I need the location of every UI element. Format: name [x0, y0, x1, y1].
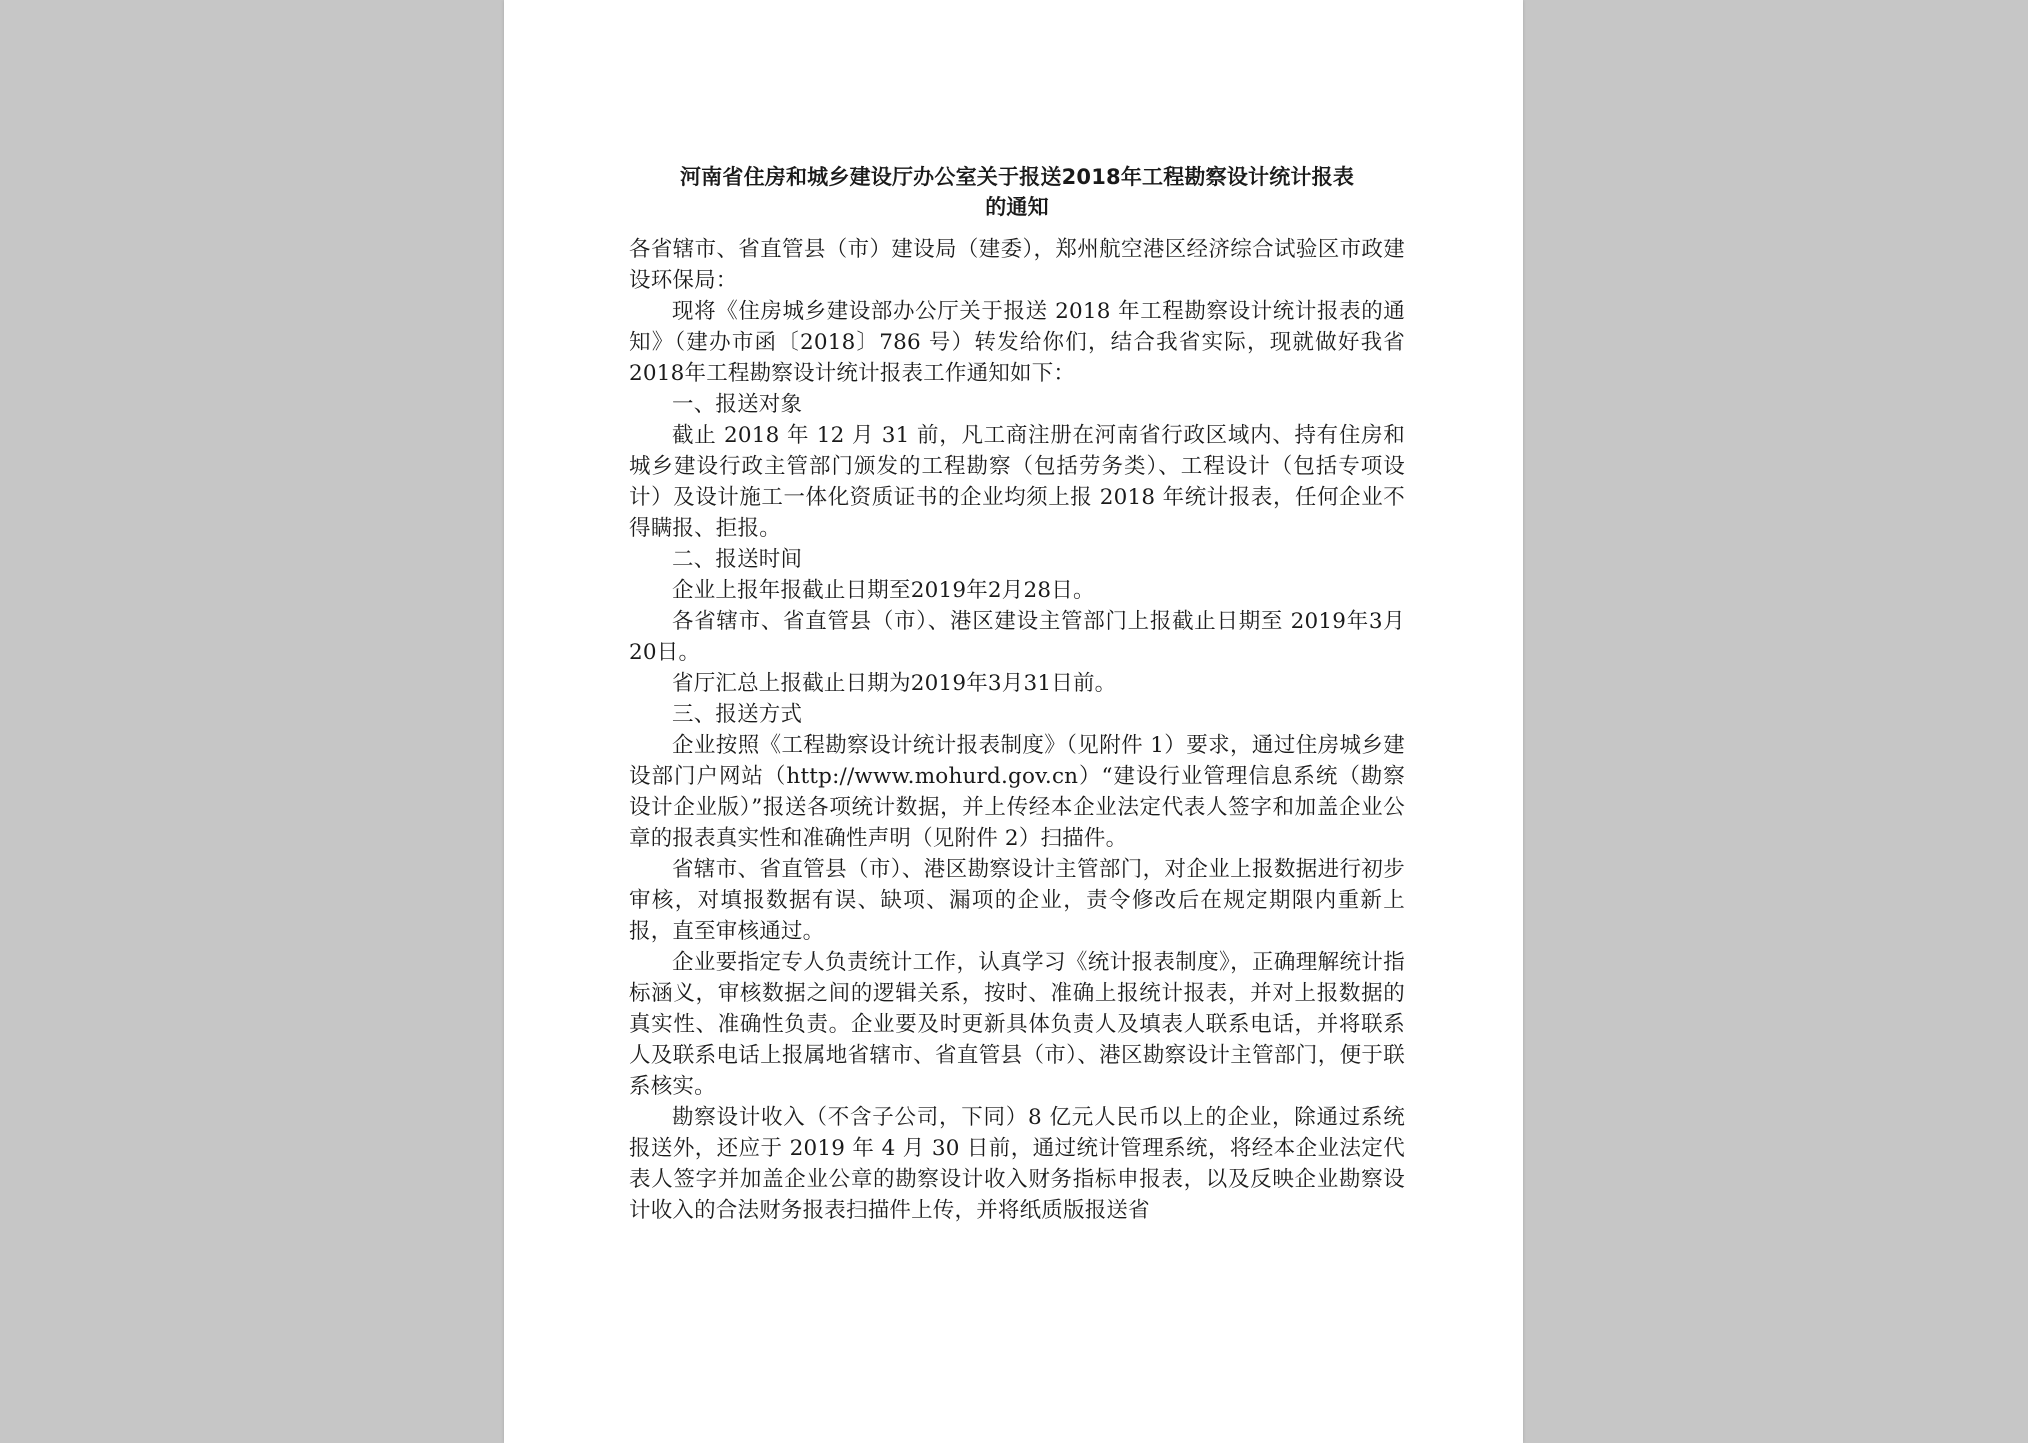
paragraph-city-deadline: 各省辖市、省直管县（市）、港区建设主管部门上报截止日期至 2019年3月20日。 — [629, 609, 1405, 665]
document-page — [504, 0, 1523, 1443]
title-line-1: 河南省住房和城乡建设厅办公室关于报送2018年工程勘察设计统计报表 — [679, 165, 1355, 189]
paragraph-enterprise-deadline: 企业上报年报截止日期至2019年2月28日。 — [672, 578, 1095, 603]
salutation: 各省辖市、省直管县（市）建设局（建委），郑州航空港区经济综合试验区市政建设环保局： — [629, 237, 1405, 293]
paragraph-province-deadline: 省厅汇总上报截止日期为2019年3月31日前。 — [672, 671, 1117, 696]
paragraph-report-targets: 截止 2018 年 12 月 31 前，凡工商注册在河南省行政区域内、持有住房和城乡建设行政主管部门颁发的工程勘察（包括劳务类）、工程设计（包括专项设计）及设计施工一体化资质证书的企业均须上报 2018 年统计报表，任何企业不得瞒报、拒报。 — [629, 423, 1405, 541]
section-heading-report-time: 二、报送时间 — [672, 547, 803, 572]
title-line-2: 的通知 — [985, 195, 1049, 219]
paragraph-review: 省辖市、省直管县（市）、港区勘察设计主管部门，对企业上报数据进行初步审核，对填报数据有误、缺项、漏项的企业，责令修改后在规定期限内重新上报，直至审核通过。 — [629, 857, 1405, 944]
paragraph-large-enterprises: 勘察设计收入（不含子公司，下同）8 亿元人民币以上的企业，除通过系统报送外，还应于 2019 年 4 月 30 日前，通过统计管理系统，将经本企业法定代表人签字并加盖企业公章的勘察设计收入财务指标申报表，以及反映企业勘察设计收入的合法财务报表扫描件上传，并将纸质版报送省 — [629, 1105, 1405, 1223]
section-heading-report-targets: 一、报送对象 — [672, 392, 803, 417]
document-title — [629, 162, 1405, 222]
section-heading-report-method: 三、报送方式 — [672, 702, 803, 727]
paragraph-report-method: 企业按照《工程勘察设计统计报表制度》（见附件 1）要求，通过住房城乡建设部门户网站（http://www.mohurd.gov.cn）“建设行业管理信息系统（勘察设计企业版）”报送各项统计数据，并上传经本企业法定代表人签字和加盖企业公章的报表真实性和准确性声明（见附件 2）扫描件。 — [629, 733, 1405, 851]
page-content — [629, 162, 1405, 1226]
intro-paragraph: 现将《住房城乡建设部办公厅关于报送 2018 年工程勘察设计统计报表的通知》（建办市函〔2018〕786 号）转发给你们，结合我省实际，现就做好我省2018年工程勘察设计统计报表工作通知如下： — [629, 299, 1405, 386]
paragraph-staffing: 企业要指定专人负责统计工作，认真学习《统计报表制度》，正确理解统计指标涵义，审核数据之间的逻辑关系，按时、准确上报统计报表，并对上报数据的真实性、准确性负责。企业要及时更新具体负责人及填表人联系电话，并将联系人及联系电话上报属地省辖市、省直管县（市）、港区勘察设计主管部门，便于联系核实。 — [629, 950, 1405, 1099]
